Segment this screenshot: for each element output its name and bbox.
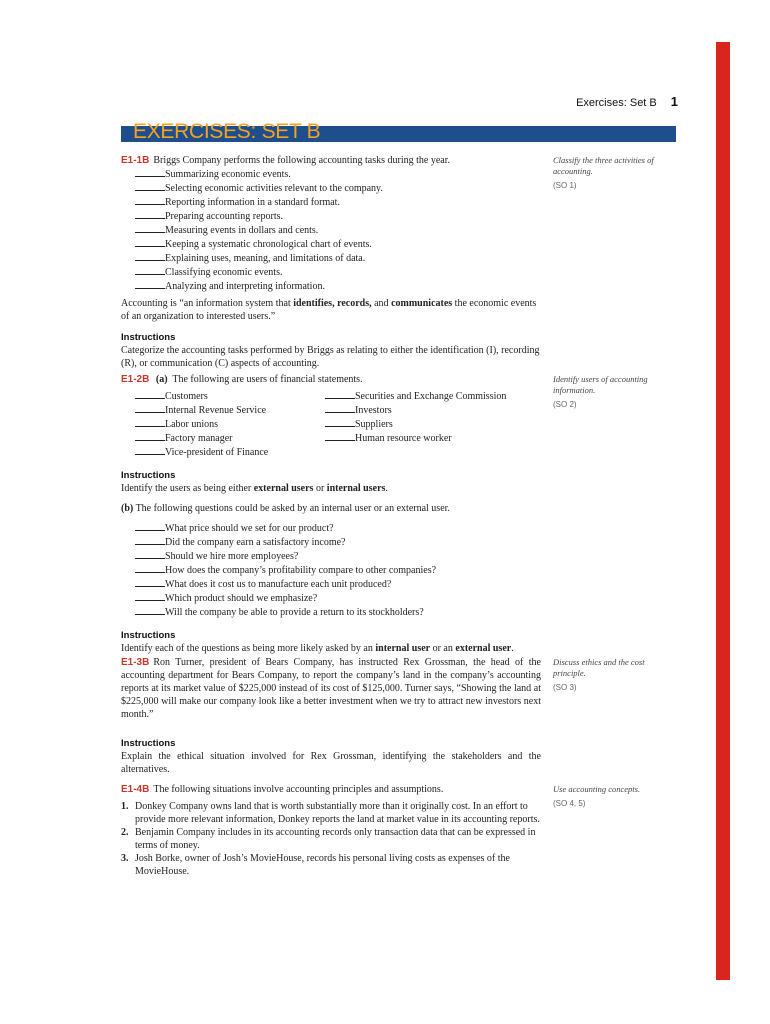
list-item: 1. Donkey Company owns land that is worth substantially more than it originally cost. In an effort to provide more relevant information, Donkey reports the land at market value in its accounting reports. [121, 801, 540, 825]
instructions-heading: Instructions [121, 630, 176, 641]
e2-question-list [121, 521, 541, 619]
exercise-number: E1-4B [121, 784, 150, 795]
answer-blank [135, 521, 165, 531]
answer-blank [135, 265, 165, 275]
list-item: Customers [135, 389, 325, 403]
e2-intro: E1-2B (a) The following are users of financial statements. [121, 374, 363, 385]
list-item: 3. Josh Borke, owner of Josh’s MovieHouse, records his personal living costs as expenses of the MovieHouse. [121, 853, 510, 877]
answer-blank [325, 417, 355, 427]
section-banner [121, 120, 676, 143]
list-item: Suppliers [325, 417, 506, 431]
list-item: Measuring events in dollars and cents. [135, 223, 541, 237]
answer-blank [135, 195, 165, 205]
page-edge-bar [716, 42, 730, 980]
answer-blank [135, 577, 165, 587]
list-item: Factory manager [135, 431, 325, 445]
exercise-number: E1-2B [121, 374, 150, 385]
list-item: Labor unions [135, 417, 325, 431]
list-item: Vice-president of Finance [135, 445, 325, 459]
instructions-heading: Instructions [121, 738, 176, 749]
answer-blank [135, 181, 165, 191]
e2-user-columns [121, 389, 541, 459]
exercise-number: E1-3B [121, 657, 150, 668]
exercise-e1-3b [121, 656, 541, 776]
list-item: Will the company be able to provide a return to its stockholders? [135, 605, 541, 619]
e2-margin-note: Identify users of accounting information. (SO 2) [553, 374, 678, 410]
answer-blank [135, 591, 165, 601]
list-item: What price should we set for our product? [135, 521, 541, 535]
study-objective: (SO 3) [553, 683, 577, 692]
exercise-e1-4b [121, 783, 541, 878]
e2-instructions-b: Identify each of the questions as being more likely asked by an internal user or an external user. [121, 643, 514, 654]
list-item: Summarizing economic events. [135, 167, 541, 181]
answer-blank [135, 445, 165, 455]
e1-definition: Accounting is “an information system that identifies, records, and communicates the economic events of an organization to interested users.” [121, 298, 537, 322]
answer-blank [135, 403, 165, 413]
instructions-heading: Instructions [121, 470, 176, 481]
page-number: 1 [670, 94, 678, 109]
answer-blank [325, 389, 355, 399]
e4-margin-note: Use accounting concepts. (SO 4, 5) [553, 784, 678, 809]
study-objective: (SO 1) [553, 181, 577, 190]
answer-blank [135, 605, 165, 615]
study-objective: (SO 4, 5) [553, 799, 586, 808]
e4-intro: E1-4B The following situations involve accounting principles and assumptions. [121, 784, 444, 795]
answer-blank [135, 167, 165, 177]
e4-situation-list [121, 800, 541, 878]
answer-blank [325, 403, 355, 413]
list-item: Human resource worker [325, 431, 506, 445]
list-item: Classifying economic events. [135, 265, 541, 279]
list-item: Which product should we emphasize? [135, 591, 541, 605]
running-head [576, 94, 678, 109]
list-item: Explaining uses, meaning, and limitations of data. [135, 251, 541, 265]
list-item: Reporting information in a standard format. [135, 195, 541, 209]
list-item: What does it cost us to manufacture each unit produced? [135, 577, 541, 591]
list-item: Did the company earn a satisfactory income? [135, 535, 541, 549]
e2-left-column [135, 389, 325, 459]
answer-blank [135, 549, 165, 559]
answer-blank [325, 431, 355, 441]
instructions-heading: Instructions [121, 332, 176, 343]
e2-right-column [325, 389, 506, 459]
list-item: Internal Revenue Service [135, 403, 325, 417]
list-item: Keeping a systematic chronological chart of events. [135, 237, 541, 251]
exercise-e1-1b [121, 154, 541, 370]
answer-blank [135, 279, 165, 289]
e1-task-list [121, 167, 541, 293]
list-item: Should we hire more employees? [135, 549, 541, 563]
running-head-label: Exercises: Set B [576, 97, 657, 109]
list-item: 2. Benjamin Company includes in its accounting records only transaction data that can be expressed in terms of money. [121, 827, 536, 851]
e3-instructions: Explain the ethical situation involved for Rex Grossman, identifying the stakeholders and the alternatives. [121, 751, 541, 775]
answer-blank [135, 223, 165, 233]
e3-text: E1-3B Ron Turner, president of Bears Company, has instructed Rex Grossman, the head of the accounting department for Bears Company, to report the company’s land in the company’s accounting reports at its market value of $225,000 instead of its cost of $125,000. Turner says, “Showing the land at $225,000 will make our company look like a better investment when we try to attract new investors next month.” [121, 657, 541, 720]
answer-blank [135, 417, 165, 427]
e2-instructions: Identify the users as being either external users or internal users. [121, 483, 388, 494]
answer-blank [135, 389, 165, 399]
list-item: Securities and Exchange Commission [325, 389, 506, 403]
answer-blank [135, 209, 165, 219]
answer-blank [135, 535, 165, 545]
answer-blank [135, 237, 165, 247]
exercise-e1-2b [121, 373, 541, 655]
section-title: EXERCISES: SET B [133, 120, 321, 143]
list-item: Selecting economic activities relevant to the company. [135, 181, 541, 195]
e3-margin-note: Discuss ethics and the cost principle. (SO 3) [553, 657, 678, 693]
e1-intro: E1-1B Briggs Company performs the following accounting tasks during the year. [121, 155, 450, 166]
e2-part-b-intro: (b) The following questions could be asked by an internal user or an external user. [121, 503, 450, 514]
list-item: How does the company’s profitability compare to other companies? [135, 563, 541, 577]
exercise-number: E1-1B [121, 155, 150, 166]
list-item: Analyzing and interpreting information. [135, 279, 541, 293]
study-objective: (SO 2) [553, 400, 577, 409]
e1-margin-note: Classify the three activities of accounting. (SO 1) [553, 155, 678, 191]
list-item: Investors [325, 403, 506, 417]
list-item: Preparing accounting reports. [135, 209, 541, 223]
e1-instructions: Categorize the accounting tasks performed by Briggs as relating to either the identification (I), recording (R), or communication (C) aspects of accounting. [121, 345, 540, 369]
answer-blank [135, 251, 165, 261]
answer-blank [135, 563, 165, 573]
answer-blank [135, 431, 165, 441]
